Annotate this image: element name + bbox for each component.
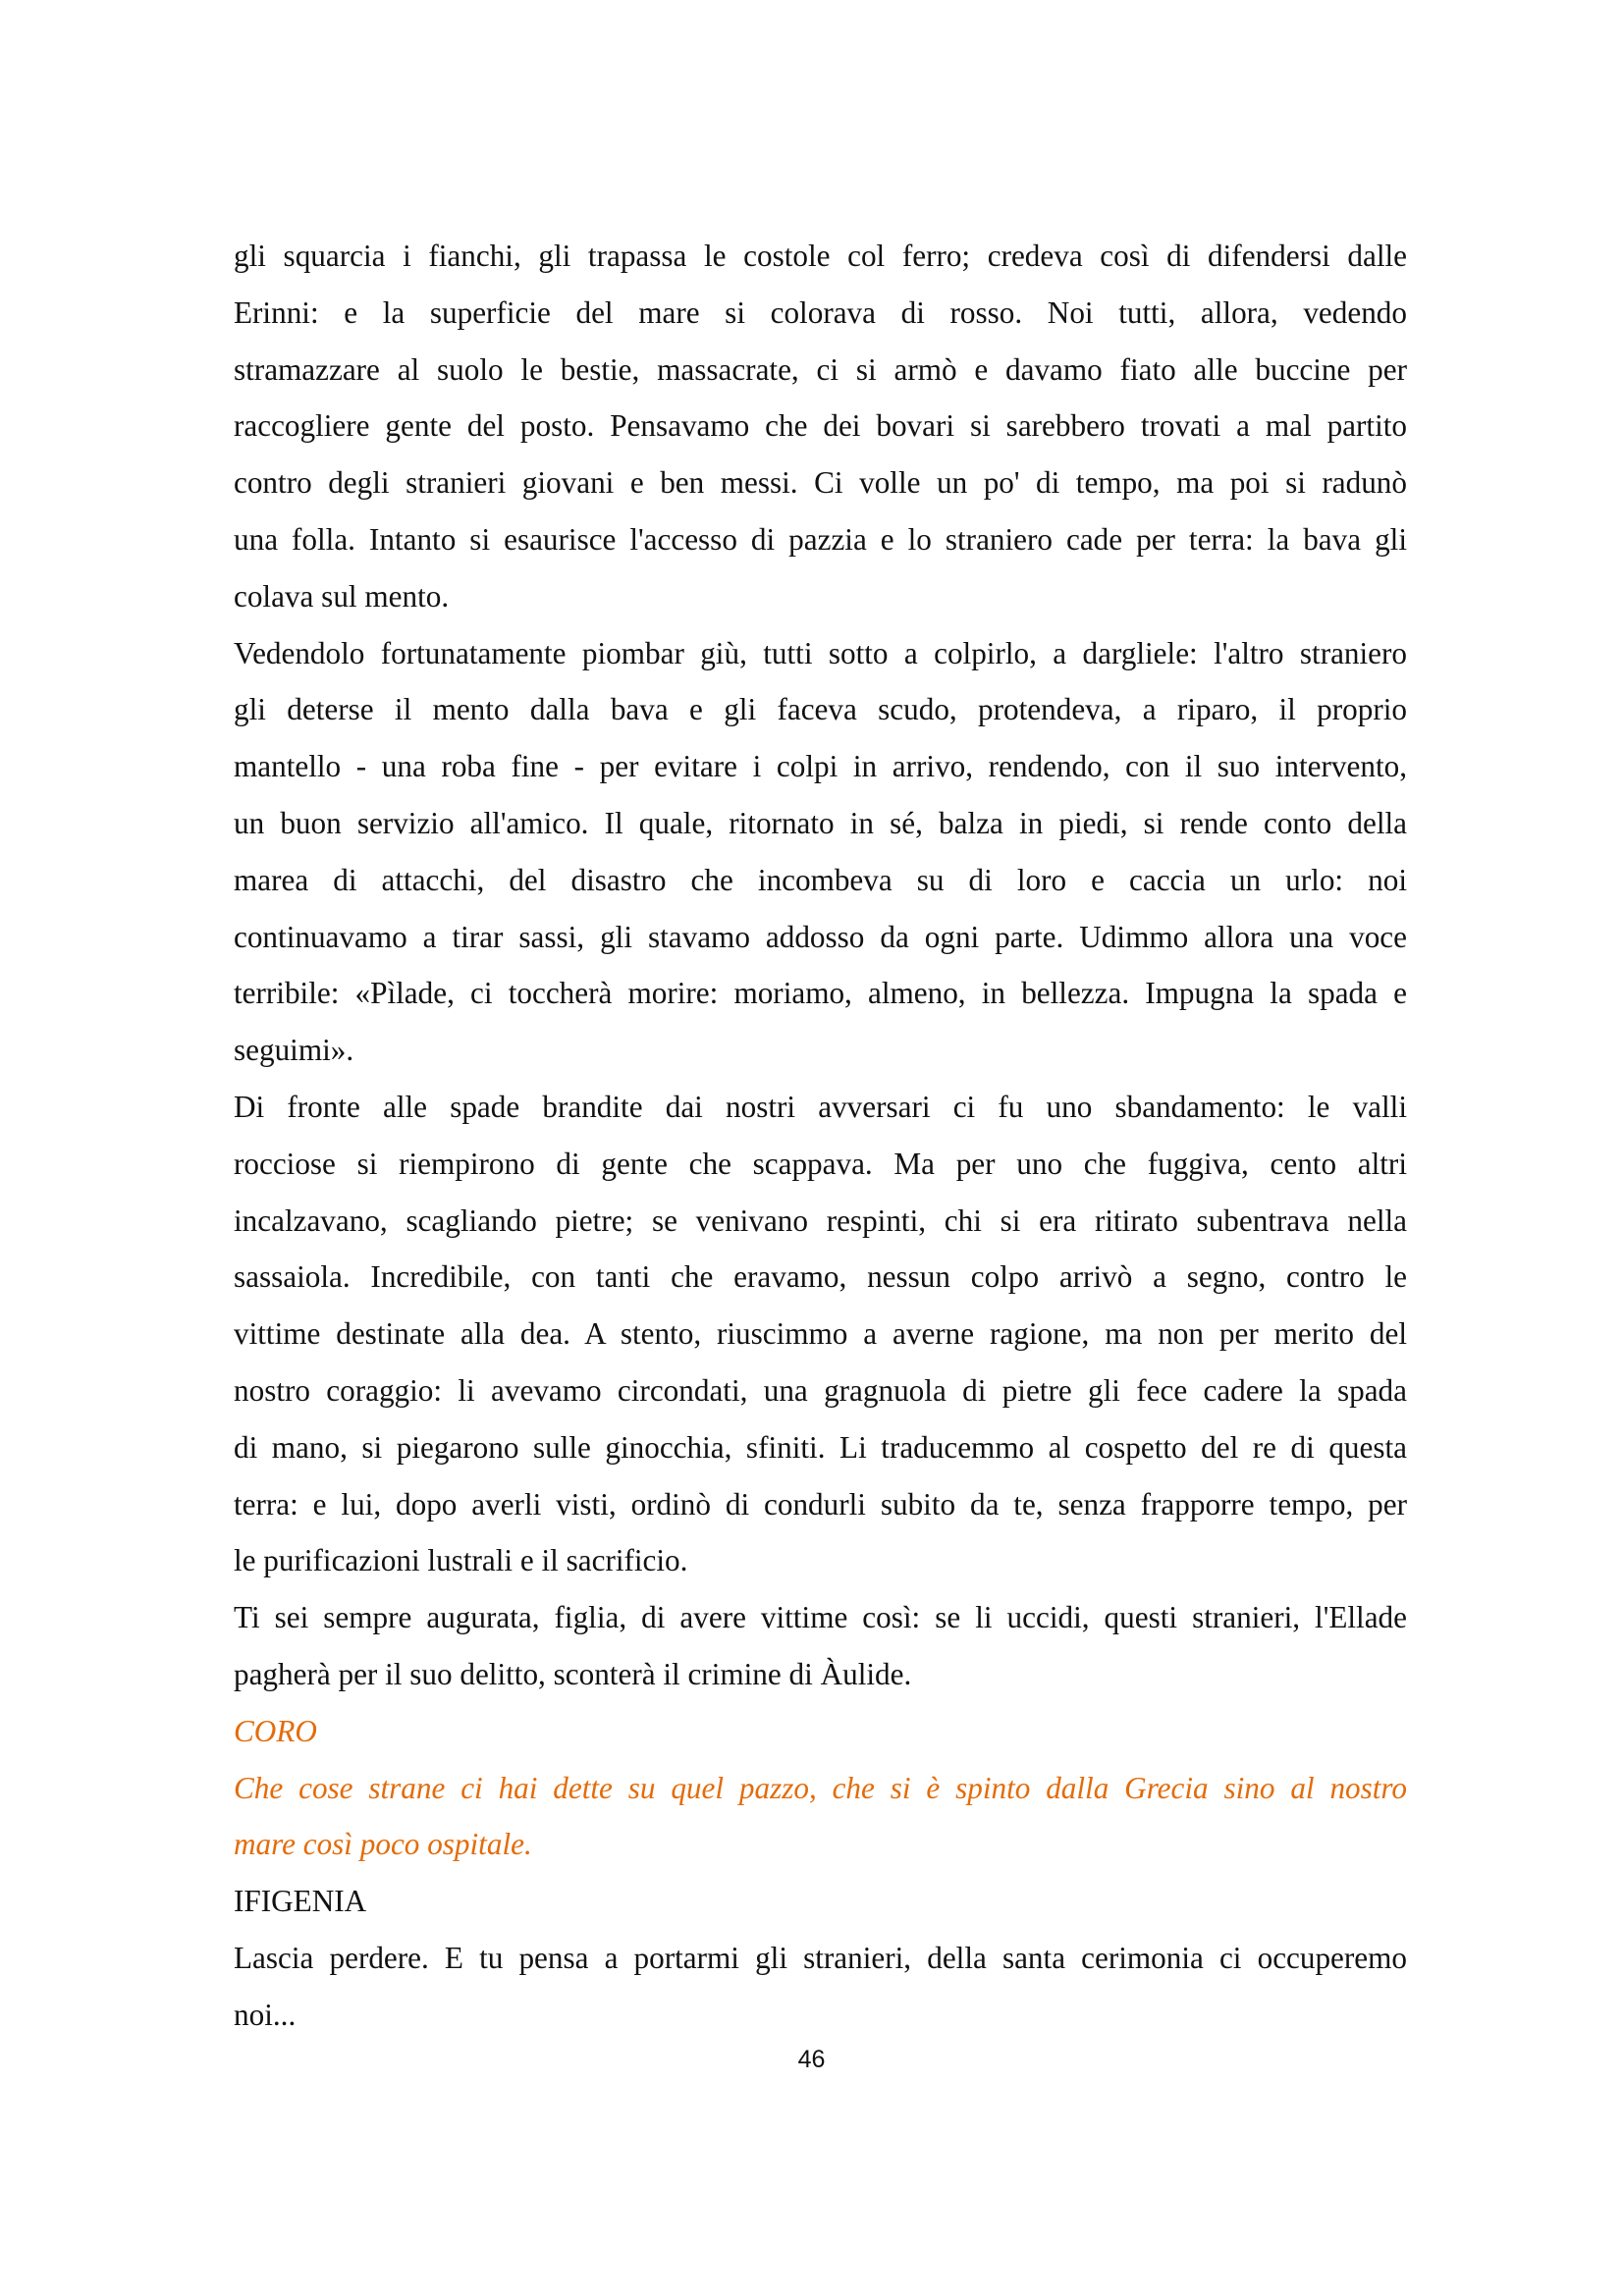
text-line: nostro coraggio: li avevamo circondati, una gragnuola di pietre gli fece cadere la spada (234, 1372, 1407, 1408)
iphigenia-block (234, 1873, 1407, 2043)
page-number: 46 (797, 2046, 826, 2073)
chorus-line: mare così poco ospitale. (234, 1827, 532, 1862)
chorus-line: Che cose strane ci hai dette su quel pazzo, che si è spinto dalla Grecia sino al nostro (234, 1770, 1407, 1805)
text-line: Di fronte alle spade brandite dai nostri avversari ci fu uno sbandamento: le valli (234, 1089, 1407, 1124)
iphigenia-line: noi... (234, 1997, 297, 2032)
text-line: seguimi». (234, 1033, 354, 1068)
text-line: Ti sei sempre augurata, figlia, di avere vittime così: se li uccidi, questi stranieri, l'Ellade (234, 1600, 1407, 1635)
text-line: marea di attacchi, del disastro che incombeva su di loro e caccia un urlo: noi (234, 862, 1407, 897)
text-line: colava sul mento. (234, 578, 450, 614)
paragraph-2 (234, 625, 1407, 1079)
body-text (234, 228, 1407, 2044)
text-line: terra: e lui, dopo averli visti, ordinò di condurli subito da te, senza frapporre tempo, per (234, 1486, 1407, 1522)
text-line: rocciose si riempirono di gente che scappava. Ma per uno che fuggiva, cento altri (234, 1146, 1407, 1181)
speaker-name-iphigenia: IFIGENIA (234, 1884, 367, 1919)
text-line: gli squarcia i fianchi, gli trapassa le costole col ferro; credeva così di difendersi dalle (234, 239, 1407, 273)
text-line: Erinni: e la superficie del mare si colorava di rosso. Noi tutti, allora, vedendo (234, 294, 1407, 330)
speaker-name-chorus: CORO (234, 1713, 317, 1748)
text-line: raccogliere gente del posto. Pensavamo che dei bovari si sarebbero trovati a mal partito (234, 408, 1407, 444)
paragraph-1 (234, 228, 1407, 625)
text-line: un buon servizio all'amico. Il quale, ritornato in sé, balza in piedi, si rende conto della (234, 805, 1407, 840)
paragraph-3 (234, 1079, 1407, 1589)
paragraph-4 (234, 1589, 1407, 1703)
text-line: Vedendolo fortunatamente piombar giù, tutti sotto a colpirlo, a dargliele: l'altro straniero (234, 635, 1407, 670)
text-line: gli deterse il mento dalla bava e gli faceva scudo, protendeva, a riparo, il proprio (234, 692, 1407, 727)
text-line: incalzavano, scagliando pietre; se venivano respinti, chi si era ritirato subentrava nella (234, 1202, 1407, 1238)
text-line: terribile: «Pìlade, ci toccherà morire: moriamo, almeno, in bellezza. Impugna la spada e (234, 976, 1407, 1011)
text-line: di mano, si piegarono sulle ginocchia, sfiniti. Li traducemmo al cospetto del re di questa (234, 1429, 1407, 1465)
text-line: vittime destinate alla dea. A stento, riuscimmo a averne ragione, ma non per merito del (234, 1316, 1407, 1352)
text-line: stramazzare al suolo le bestie, massacrate, ci si armò e davamo fiato alle buccine per (234, 351, 1407, 387)
text-line: pagherà per il suo delitto, sconterà il crimine di Àulide. (234, 1656, 912, 1691)
text-line: continuavamo a tirar sassi, gli stavamo addosso da ogni parte. Udimmo allora una voce (234, 919, 1407, 954)
text-line: le purificazioni lustrali e il sacrificio. (234, 1543, 688, 1578)
chorus-block (234, 1703, 1407, 1873)
text-line: mantello - una roba fine - per evitare i colpi in arrivo, rendendo, con il suo intervento, (234, 749, 1407, 784)
text-line: contro degli stranieri giovani e ben messi. Ci volle un po' di tempo, ma poi si radunò (234, 465, 1407, 501)
iphigenia-line: Lascia perdere. E tu pensa a portarmi gli stranieri, della santa cerimonia ci occuperemo (234, 1940, 1407, 1975)
text-line: una folla. Intanto si esaurisce l'accesso di pazzia e lo straniero cade per terra: la bava gli (234, 521, 1407, 557)
text-line: sassaiola. Incredibile, con tanti che eravamo, nessun colpo arrivò a segno, contro le (234, 1259, 1407, 1295)
